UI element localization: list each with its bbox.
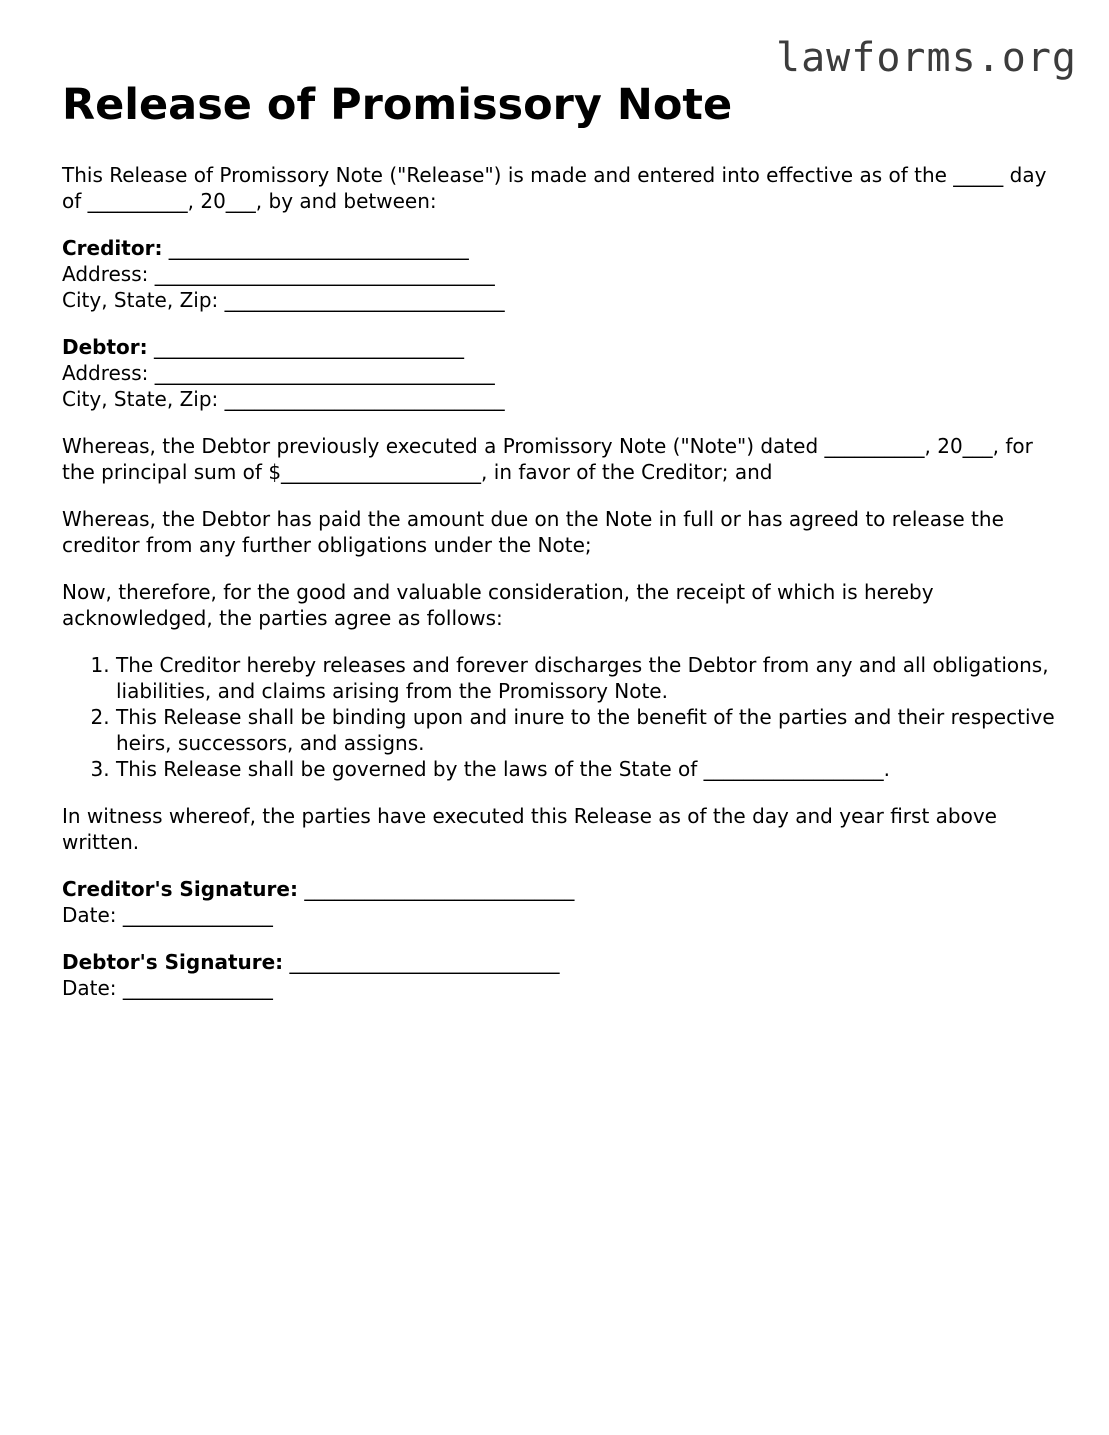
terms-list [62,652,1062,782]
creditor-signature-blank: ___________________________ [297,877,575,901]
creditor-section [62,235,1062,313]
creditor-address-line: Address: __________________________________ [62,262,495,286]
debtor-city-line: City, State, Zip: ____________________________ [62,387,505,411]
creditor-label: Creditor: [62,236,163,260]
debtor-section [62,334,1062,412]
debtor-label: Debtor: [62,335,148,359]
now-therefore-paragraph: Now, therefore, for the good and valuable consideration, the receipt of which is hereby acknowledged, the parties agree as follows: [62,580,934,630]
term-item-3: 3. This Release shall be governed by the laws of the State of __________________. [116,756,1062,782]
term-item-2: 2. This Release shall be binding upon and inure to the benefit of the parties and their respective heirs, successors, and assigns. [116,704,1062,756]
term-item-1: 1. The Creditor hereby releases and forever discharges the Debtor from any and all obligations, liabilities, and claims arising from the Promissory Note. [116,652,1062,704]
debtor-signature-blank: ___________________________ [283,950,560,974]
intro-paragraph: This Release of Promissory Note ("Release") is made and entered into effective as of the _____ day of __________, 20___, by and between: [62,163,1047,213]
creditor-name-blank: ______________________________ [162,236,469,260]
debtor-date-line: Date: _______________ [62,976,273,1000]
witness-paragraph: In witness whereof, the parties have executed this Release as of the day and year first above written. [62,804,997,854]
creditor-date-line: Date: _______________ [62,903,273,927]
whereas-paid-paragraph: Whereas, the Debtor has paid the amount due on the Note in full or has agreed to release the creditor from any further obligations under the Note; [62,507,1004,557]
debtor-signature-label: Debtor's Signature: [62,950,284,974]
debtor-signature-section [62,949,1062,1001]
debtor-address-line: Address: __________________________________ [62,361,495,385]
creditor-signature-label: Creditor's Signature: [62,877,298,901]
lawforms-watermark: lawforms.org [776,35,1077,81]
document-page [62,78,1062,1022]
whereas-note-paragraph: Whereas, the Debtor previously executed a Promissory Note ("Note") dated __________, 20___, for the principal sum of $____________________, in favor of the Creditor; and [62,434,1033,484]
document-title: Release of Promissory Note [62,80,733,130]
creditor-signature-section [62,876,1062,928]
debtor-name-blank: _______________________________ [147,335,465,359]
creditor-city-line: City, State, Zip: ____________________________ [62,288,505,312]
